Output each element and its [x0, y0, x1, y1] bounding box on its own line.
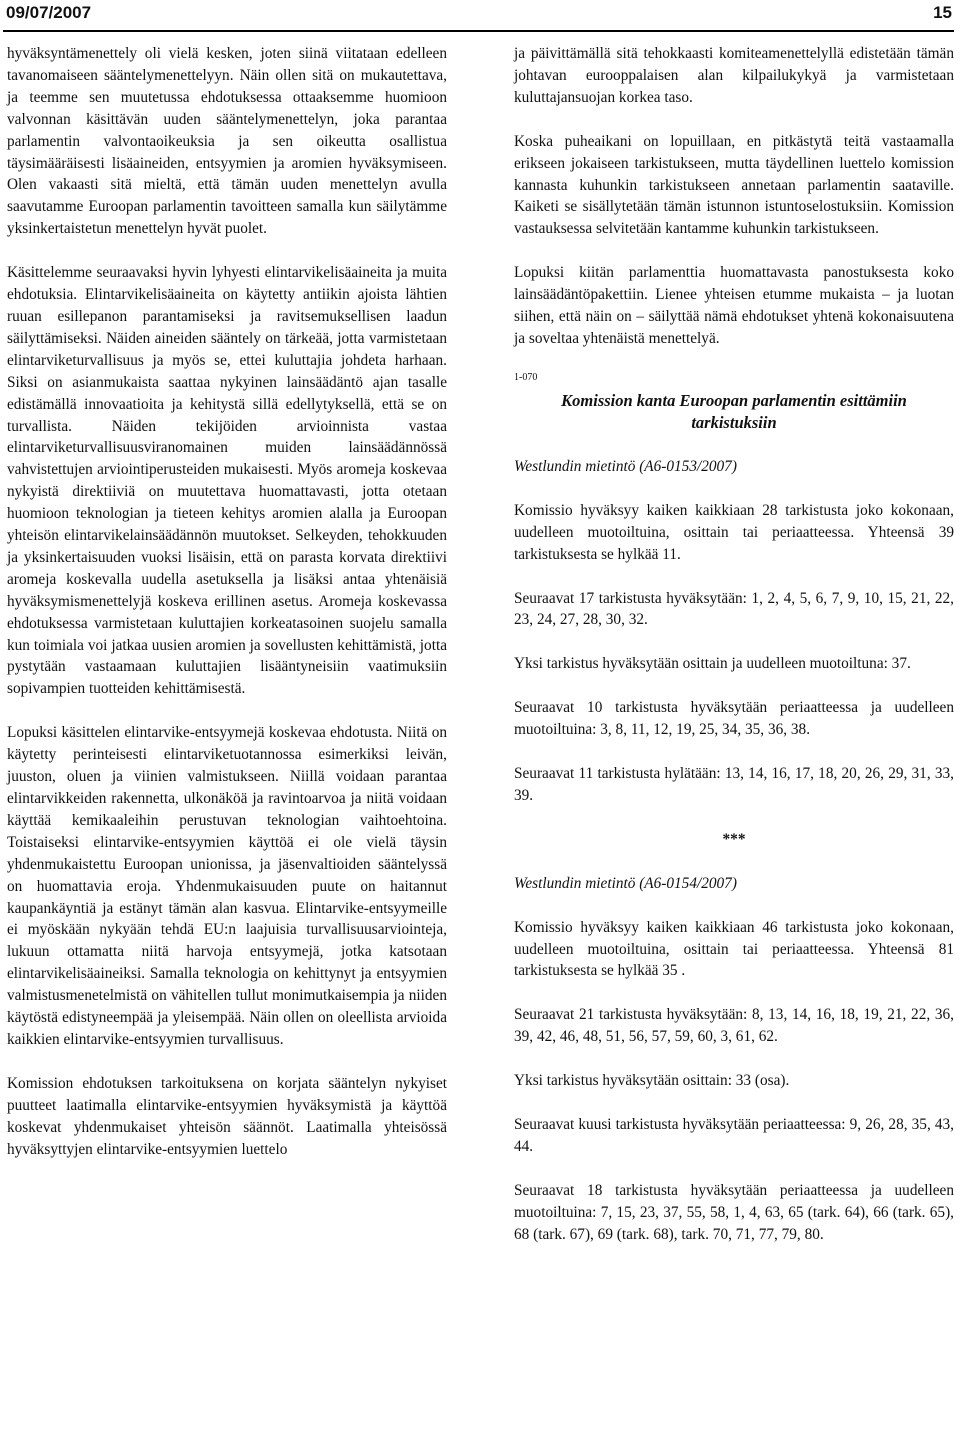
header-date: 09/07/2007	[6, 3, 92, 22]
report-heading-2: Westlundin mietintö (A6-0154/2007)	[514, 874, 737, 892]
annex-title: Komission kanta Euroopan parlamentin esittämiin tarkistuksiin	[561, 390, 907, 432]
paragraph: hyväksyntämenettely oli vielä kesken, joten siinä viitataan edelleen tavanomaiseen sääntelymenettelyyn. Näin ollen sitä on mukautettava, ja teemme sen muutetussa ehdotuksessa ottaaksemme huomioon valvonnan käsittävän uuden sääntelymenettelyn, joka parantaa parlamentin valvontaoikeuksia ja sen oikeutta osallistua täysimääräisesti lisäaineiden, entsyymien ja aromien hyväksymiseen. Olen vakaasti sitä mieltä, että tämän uuden menettelyn avulla saavutamme Euroopan parlamentin tavoitteen samalla kun säilytämme yksinkertaistetun menettelyn hyvät puolet.	[7, 45, 447, 238]
paragraph: Seuraavat 18 tarkistusta hyväksytään periaatteessa ja uudelleen muotoiltuina: 7, 15, 23, 37, 55, 58, 1, 4, 63, 65 (tark. 64), 66 (tark. 65), 68 (tark. 67), 69 (tark. 68), tark. 70, 71, 77, 79, 80.	[514, 1181, 954, 1243]
paragraph: Yksi tarkistus hyväksytään osittain ja uudelleen muotoiltuna: 37.	[514, 655, 911, 673]
page-number: 15	[933, 3, 952, 22]
paragraph: Seuraavat 17 tarkistusta hyväksytään: 1, 2, 4, 5, 6, 7, 9, 10, 15, 21, 22, 23, 24, 27, 28, 30, 32.	[514, 589, 954, 629]
page-header	[3, 0, 954, 32]
paragraph: Koska puheaikani on lopuillaan, en pitkästytä teitä vastaamalla erikseen jokaiseen tarkistukseen, mutta täydellinen luettelo komission kannasta kuhunkin tarkistukseen annetaan parlamentin saataville. Kaiketi se sisällytetään tämän istunnon istuntoselostuksiin. Komission vastauksessa selvitetään kantamme kuhunkin tarkistukseen.	[514, 132, 954, 238]
paragraph: Yksi tarkistus hyväksytään osittain: 33 (osa).	[514, 1072, 790, 1090]
paragraph: Seuraavat 11 tarkistusta hylätään: 13, 14, 16, 17, 18, 20, 26, 29, 31, 33, 39.	[514, 765, 954, 804]
paragraph: Komission ehdotuksen tarkoituksena on korjata sääntelyn nykyiset puutteet laatimalla elintarvike-entsyymien hyväksymistä ja käyttöä koskevat yhdenmukaiset yhteisön säännöt. Laatimalla yhteisössä hyväksyttyjen elintarvike-entsyymien luettelo	[7, 1074, 447, 1158]
paragraph: Lopuksi kiitän parlamenttia huomattavasta panostuksesta koko lainsäädäntöpakettiin. Lienee yhteisen etumme mukaista – ja luotan siihen, että näin on – säilyttää nämä ehdotukset yhtenä kokonaisuutena ja soveltaa yhtenäistä menettelyä.	[514, 264, 954, 347]
section-separator: ***	[722, 830, 746, 848]
paragraph: Seuraavat 21 tarkistusta hyväksytään: 8, 13, 14, 16, 18, 19, 21, 22, 36, 39, 42, 46, 48, 51, 56, 57, 59, 60, 3, 61, 62.	[514, 1006, 954, 1046]
right-column	[514, 43, 954, 1246]
annex-reference: 1-070	[514, 371, 538, 383]
left-column	[7, 43, 447, 1161]
paragraph: Seuraavat 10 tarkistusta hyväksytään periaatteessa ja uudelleen muotoiltuina: 3, 8, 11, 12, 19, 25, 34, 35, 36, 38.	[514, 699, 954, 739]
paragraph: ja päivittämällä sitä tehokkaasti komiteamenettelyllä edistetään tämän johtavan eurooppalaisen alan kilpailukykyä ja varmistetaan kuluttajansuojan korkea taso.	[514, 45, 954, 106]
paragraph: Käsittelemme seuraavaksi hyvin lyhyesti elintarvikelisäaineita ja muita ehdotuksia. Elintarvikelisäaineita on käytetty antiikin ajoista lähtien ruuan esillepanon parantamiseksi ja ravitsemuksellisen laadun säilyttämiseksi. Näiden aineiden sääntely on tärkeää, jotta varmistetaan elintarviketurvallisuus ja myös se, ettei kuluttajia johdeta harhaan. Siksi on asianmukaista saattaa nykyinen lainsäädäntö ajan tasalle edistämällä innovaatioita ja kehitystä sillä edellytyksellä, että se on turvallista. Näiden tekijöiden arvioinnista vastaa elintarviketurvallisuusviranomainen muiden lainsäädännössä vahvistettujen arviointiperusteiden mukaisesti. Myös aromeja koskevaa nykyistä direktiiviä on muutettava huomattavasti, jotta otetaan huomioon teknologian ja tieteen kehitys aromien alalla ja Euroopan yhteisön elintarvikelainsäädännön muutokset. Selkeyden, tehokkuuden ja yksinkertaisuuden vuoksi lisäisin, että on parasta korvata direktiivi aromeja koskevalla uudella asetuksella ja lisäksi antaa yhtenäisiä hyväksymismenettelyjä koskeva erillinen asetus. Aromeja koskevassa ehdotuksessa varmistetaan kuluttajien korkeatasoinen suojelu samalla kun toimiala voi jatkaa uusien aromien ja sovellusten kehittämistä, jotta pystytään vastaamaan kuluttajien lisääntyneisiin vaatimuksiin sopivampien tuotteiden kehittämisestä.	[7, 264, 447, 698]
paragraph: Komissio hyväksyy kaiken kaikkiaan 46 tarkistusta joko kokonaan, uudelleen muotoiltuina, osittain tai periaatteessa. Yhteensä 81 tarkistuksesta se hylkää 35 .	[514, 918, 954, 980]
paragraph: Lopuksi käsittelen elintarvike-entsyymejä koskevaa ehdotusta. Niitä on käytetty perinteisesti elintarviketuotannossa esimerkiksi leivän, juuston, oluen ja viinien valmistukseen. Niillä voidaan parantaa elintarvikkeiden rakennetta, ulkonäköä ja ravintoarvoa ja niitä voidaan käyttää kemikaaleihin perustuvan teknologian vaihtoehtoina. Toistaiseksi elintarvike-entsyymien käyttöä ei ole vielä täysin yhdenmukaistettu Euroopan unionissa, ja jäsenvaltioiden sääntelyssä on huomattavia eroja. Yhdenmukaisuuden puute on haitannut kaupankäyntiä ja estänyt tämän alan kasvua. Elintarvike-entsyymeille ei myöskään nykyään tehdä EU:n laajuisia turvallisuusarviointeja, lukuun ottamatta niitä harvoja entsyymejä, jotka katsotaan elintarvikelisäaineiksi. Samalla teknologia on kehittynyt ja entsyymien valmistusmenetelmistä on vähitellen tullut monimutkaisempia ja niiden käytöstä edistyneempää ja yleisempää. Näin ollen on oleellista arvioida kaikkien elintarvike-entsyymien turvallisuus.	[7, 724, 447, 1048]
paragraph: Komissio hyväksyy kaiken kaikkiaan 28 tarkistusta joko kokonaan, uudelleen muotoiltuina, osittain tai periaatteessa. Yhteensä 39 tarkistuksesta se hylkää 11.	[514, 501, 954, 563]
paragraph: Seuraavat kuusi tarkistusta hyväksytään periaatteessa: 9, 26, 28, 35, 43, 44.	[514, 1116, 954, 1155]
report-heading-1: Westlundin mietintö (A6-0153/2007)	[514, 457, 737, 475]
